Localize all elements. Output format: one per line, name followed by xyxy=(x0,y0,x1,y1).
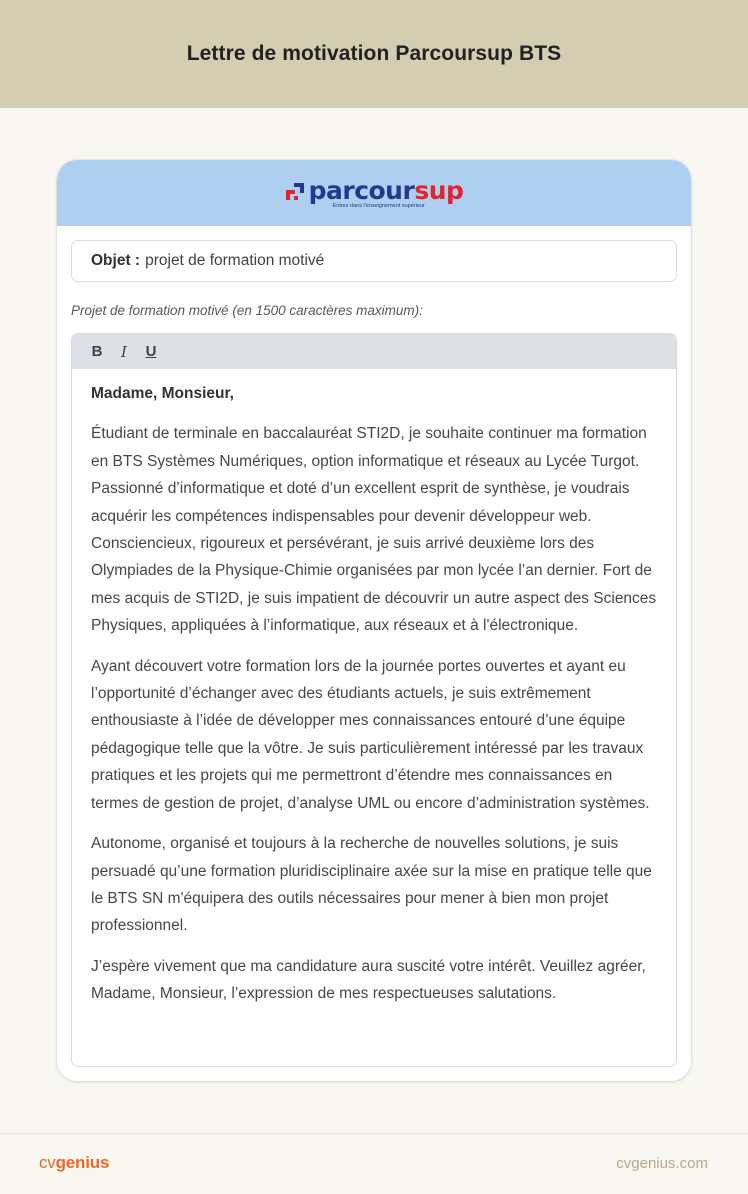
letter-card xyxy=(57,160,691,1081)
brand-prefix: cv xyxy=(39,1153,56,1172)
page-footer xyxy=(0,1133,748,1194)
letter-paragraph-3: Autonome, organisé et toujours à la recherche de nouvelles solutions, je suis persuadé qu’une formation pluridisciplinaire axée sur la mise en pratique telle que le BTS SN m'équipera des outils nécessaires pour mener à bien mon projet professionnel. xyxy=(91,835,652,935)
subject-field[interactable] xyxy=(71,240,677,282)
logo-word-main: parcour xyxy=(308,175,415,205)
editor-toolbar xyxy=(72,334,676,369)
logo-tagline: Entrez dans l'enseignement supérieur xyxy=(332,202,425,209)
italic-button[interactable]: I xyxy=(121,342,127,361)
underline-button[interactable]: U xyxy=(145,343,157,360)
editor-text-area[interactable] xyxy=(72,369,676,1008)
motivation-field-label: Projet de formation motivé (en 1500 caractères maximum): xyxy=(71,303,423,318)
site-link[interactable]: cvgenius.com xyxy=(616,1155,708,1172)
letter-paragraph-4: J’espère vivement que ma candidature aura suscité votre intérêt. Veuillez agréer, Madame, Monsieur, l’expression de mes respectueuses salutations. xyxy=(91,957,646,1003)
page-header xyxy=(0,0,748,108)
letter-paragraph-1: Étudiant de terminale en baccalauréat STI2D, je souhaite continuer ma formation en BTS Systèmes Numériques, option informatique et réseaux au Lycée Turgot. Passionné d’informatique et doté d’un excellent esprit de synthèse, je voudrais acquérir les compétences indispensables pour devenir développeur web. Consciencieux, rigoureux et persévérant, je suis arrivé deuxième lors des Olympiades de la Physique-Chimie organisées par mon lycée l’an dernier. Fort de mes acquis de STI2D, je suis impatient de découvrir un autre aspect des Sciences Physiques, appliquées à l’informatique, aux réseaux et à l'électronique. xyxy=(91,425,657,635)
brand-suffix: genius xyxy=(55,1153,110,1172)
parcoursup-logo-icon xyxy=(285,181,307,205)
page-title: Lettre de motivation Parcoursup BTS xyxy=(186,42,562,65)
parcoursup-logo xyxy=(285,175,464,209)
bold-button[interactable]: B xyxy=(91,343,103,360)
motivation-editor[interactable] xyxy=(71,333,677,1067)
letter-paragraph-2: Ayant découvert votre formation lors de la journée portes ouvertes et ayant eu l’opportunité d’échanger avec des étudiants actuels, je suis extrêmement enthousiaste à l’idée de développer mes connaissances entouré d’une équipe pédagogique telle que la vôtre. Je suis particulièrement intéressé par les travaux pratiques et les projets qui me permettront d’étendre mes connaissances en termes de gestion de projet, d’analyse UML ou encore d’administration systèmes. xyxy=(91,657,650,812)
subject-value: projet de formation motivé xyxy=(145,252,325,269)
card-header xyxy=(57,160,691,226)
letter-salutation: Madame, Monsieur, xyxy=(91,385,234,402)
subject-label: Objet : xyxy=(91,252,141,269)
cvgenius-logo[interactable] xyxy=(39,1153,109,1173)
logo-word-accent: sup xyxy=(414,175,464,205)
